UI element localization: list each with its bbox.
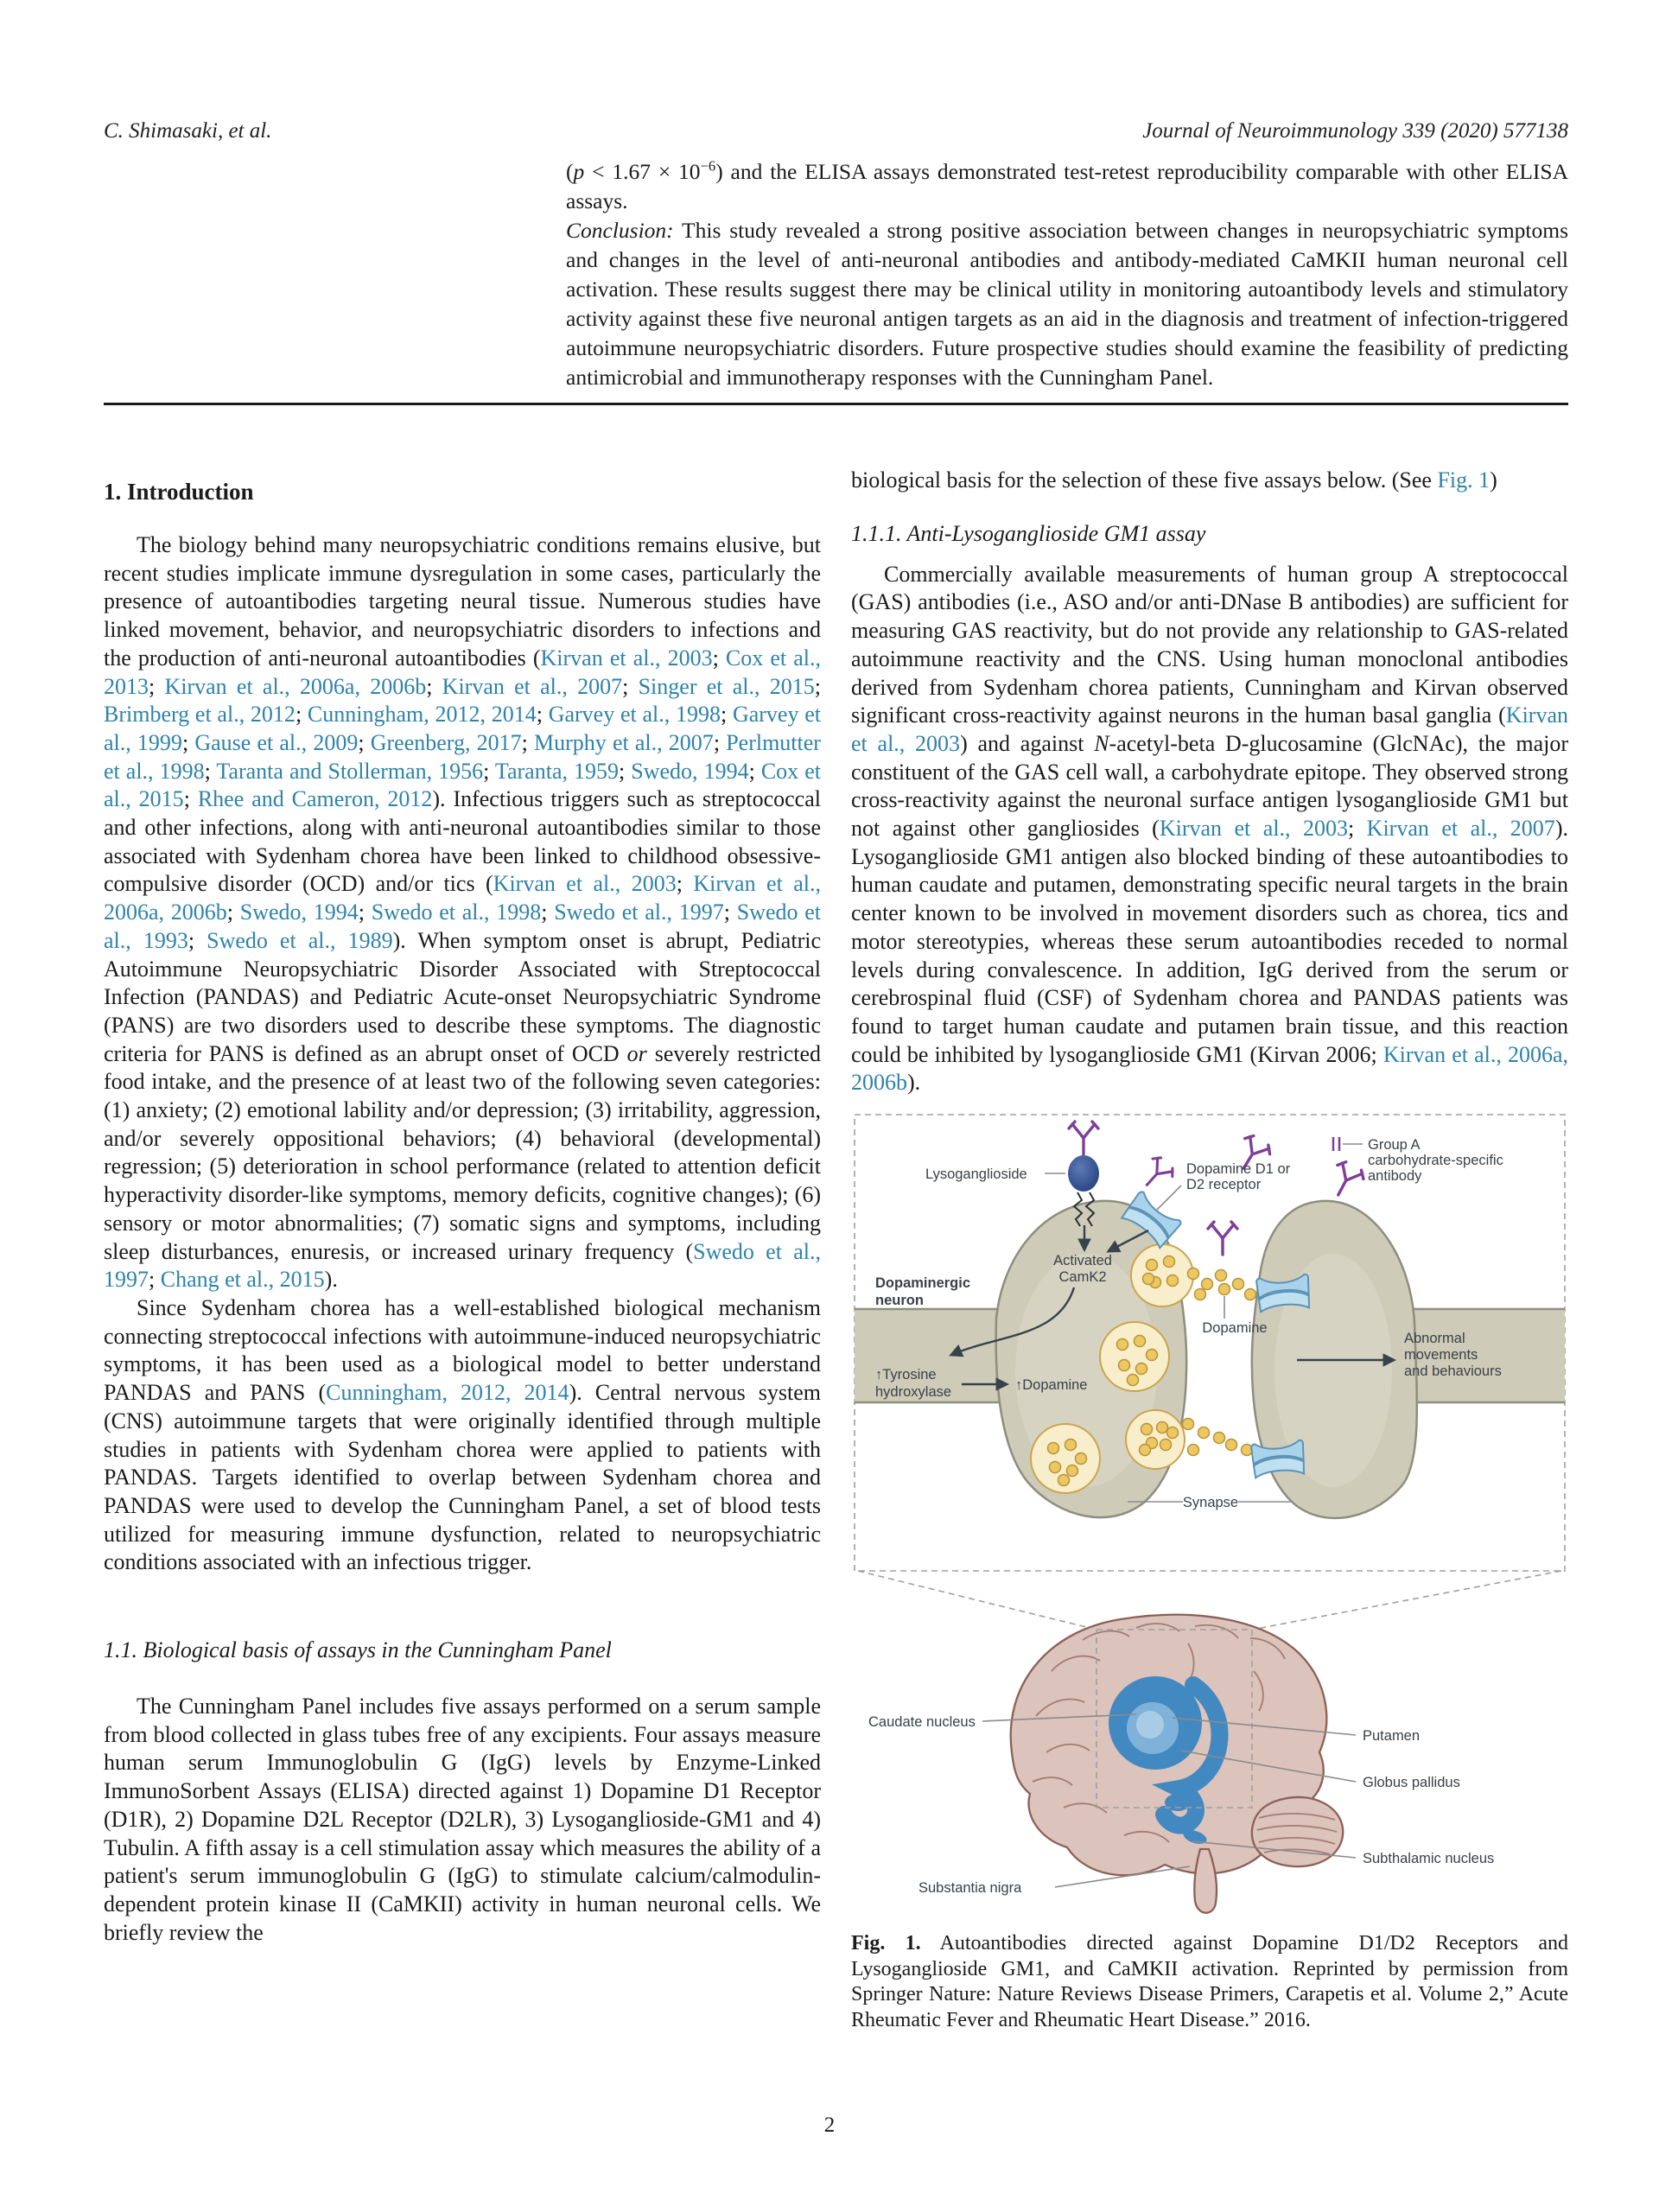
citation-link[interactable]: Perlmutter et al., 1998 — [104, 729, 821, 784]
figure-1 — [851, 1111, 1568, 2033]
synapse-diagram — [855, 1122, 1565, 1518]
text-segment: This study revealed a strong positive association between changes in neuropsychiatric symptoms and changes in the level of anti-neuronal antibodies and antibody-mediated CaMKII human neuronal cell activation. These results suggest there may be clinical utility in monitoring autoantibody levels and stimulatory activity against these five neuronal antigen targets as an aid in the diagnosis and treatment of infection-triggered autoimmune neuropsychiatric disorders. Future prospective studies should examine the feasibility of predicting antimicrobial and immunotherapy responses with the Cunningham Panel. — [566, 218, 1568, 390]
text-segment: ; — [358, 729, 371, 755]
citation-link[interactable]: Swedo, 1994 — [631, 758, 749, 784]
text-segment: ; — [814, 673, 821, 699]
text-segment: < 1.67 × 10 — [584, 159, 701, 184]
citation-link[interactable]: Brimberg et al., 2012 — [104, 702, 296, 728]
label-group-a-3: antibody — [1368, 1168, 1422, 1185]
vesicle — [1031, 1424, 1100, 1493]
text-segment: −6 — [700, 157, 716, 175]
citation-link[interactable]: Greenberg, 2017 — [370, 729, 522, 755]
abstract-conclusion — [566, 216, 1568, 392]
s111-paragraph-1 — [851, 561, 1568, 1097]
text-segment: ; — [204, 758, 217, 784]
text-segment: ; — [521, 729, 535, 755]
page-number: 2 — [823, 2113, 836, 2137]
label-dopamine: Dopamine — [1202, 1320, 1268, 1337]
text-segment: ; — [181, 729, 195, 755]
section-heading-introduction: 1. Introduction — [104, 479, 254, 505]
label-abnormal-2: movements — [1404, 1347, 1478, 1363]
abstract-results-tail — [566, 157, 1568, 216]
label-receptor-2: D2 receptor — [1186, 1177, 1262, 1193]
citation-link[interactable]: Swedo et al., 1997 — [554, 899, 724, 925]
header-journal: Journal of Neuroimmunology 339 (2020) 577138 — [1142, 119, 1568, 143]
text-segment: ; — [723, 899, 737, 925]
text-segment: N — [1094, 730, 1109, 756]
text-segment: ). When symptom onset is abrupt, Pediatric Autoimmune Neuropsychiatric Disorder Associated with Streptococcal Infection (PANDAS) and Pediatric Acute-onset Neuropsychiatric Syndrome (PANS) are two disorders used to describe these symptoms. The diagnostic criteria for PANS is defined as an abrupt onset of OCD — [104, 927, 821, 1066]
text-segment: ; — [149, 673, 165, 699]
citation-link[interactable]: Singer et al., 2015 — [638, 673, 815, 699]
citation-link[interactable]: Cunningham, 2012, 2014 — [326, 1380, 569, 1406]
citation-link[interactable]: Fig. 1 — [1437, 467, 1491, 493]
figure-1-illustration — [851, 1111, 1568, 1915]
text-segment: ) and the ELISA assays demonstrated test-retest reproducibility comparable with other ELISA assays. — [566, 159, 1568, 213]
text-segment: ; — [149, 1267, 161, 1293]
text-segment: severely restricted food intake, and the presence of at least two of the following seven categories: (1) anxiety; (2) emotional lability and/or depression; (3) irritability, aggression, and/or severely oppositional behaviors; (4) behavioral (developmental) regression; (5) deterioration in school performance (related to attention deficit hyperactivity disorder-like symptoms, memory deficits, cognitive changes); (6) sensory or motor abnormalities; (7) somatic signs and symptoms, including sleep disturbances, enuresis, or increased urinary frequency ( — [104, 1040, 821, 1264]
label-abnormal-3: and behaviours — [1404, 1363, 1502, 1380]
antibody-icon — [1208, 1222, 1237, 1255]
abstract-block — [566, 157, 1568, 392]
antibody-icon — [1069, 1122, 1098, 1154]
citation-link[interactable]: Kirvan et al., 2007 — [1366, 816, 1555, 842]
citation-link[interactable]: Kirvan et al., 2006a, 2006b — [851, 1041, 1568, 1096]
text-segment: ; — [536, 702, 549, 728]
text-segment: ; — [483, 758, 495, 784]
text-segment: ; — [622, 673, 639, 699]
text-segment: The biology behind many neuropsychiatric conditions remains elusive, but recent studies implicate immune dysregulation in some cases, particularly the presence of autoantibodies targeting neural tissue. Numerous studies have linked movement, behavior, and neuropsychiatric disorders to infections and the production of anti-neuronal autoantibodies ( — [104, 532, 821, 671]
label-activated-1: Activated — [1053, 1253, 1112, 1269]
citation-link[interactable]: Kirvan et al., 2003 — [540, 645, 713, 671]
label-group-a-2: carbohydrate-specific — [1368, 1153, 1503, 1169]
text-segment: ; — [183, 786, 198, 812]
text-segment: Autoantibodies directed against Dopamine D1/D2 Receptors and Lysoganglioside GM1, and CaMKII activation. Reprinted by permission from Springer Nature: Nature Reviews Disease Primers, Carapetis et al. Volume 2,” Acute Rheumatic Fever and Rheumatic Heart Disease.” 2016. — [851, 1932, 1569, 2031]
text-segment: ; — [619, 758, 632, 784]
citation-link[interactable]: Swedo et al., 1998 — [371, 899, 542, 925]
text-segment: ) — [1490, 467, 1497, 493]
citation-link[interactable]: Swedo, 1994 — [239, 899, 359, 925]
intro-paragraph-2 — [104, 1294, 821, 1577]
label-substantia-nigra: Substantia nigra — [918, 1880, 1022, 1897]
text-segment: ). — [907, 1070, 921, 1096]
text-segment: ). Infectious triggers such as streptococcal and other infections, along with anti-neuronal autoantibodies similar to those associated with Sydenham chorea have been linked to childhood obsessive-compulsive disorder (OCD) and/or tics ( — [104, 786, 821, 897]
s11-paragraph-1 — [104, 1693, 821, 1947]
text-segment: ). — [324, 1267, 338, 1293]
left-column — [104, 467, 821, 1947]
label-putamen: Putamen — [1363, 1728, 1421, 1745]
citation-link[interactable]: Swedo et al., 1989 — [207, 927, 393, 953]
text-segment: Since Sydenham chorea has a well-established biological mechanism connecting streptococcal infections with autoimmune-induced neuropsychiatric symptoms, it has been used as a biological model to better understand PANDAS and PANS ( — [104, 1294, 821, 1406]
zoom-funnel-right — [1252, 1571, 1561, 1630]
text-segment: ; — [541, 899, 555, 925]
citation-link[interactable]: Taranta, 1959 — [494, 758, 620, 784]
citation-link[interactable]: Kirvan et al., 2003 — [851, 702, 1568, 756]
text-segment: ; — [720, 702, 733, 728]
text-segment: ; — [713, 729, 727, 755]
text-segment: p — [573, 159, 585, 184]
citation-link[interactable]: Garvey et al., 1998 — [548, 702, 721, 728]
citation-link[interactable]: Chang et al., 2015 — [160, 1267, 325, 1293]
text-segment: ). Lysoganglioside GM1 antigen also blocked binding of these autoantibodies to human caudate and putamen, demonstrating specific neural targets in the brain center known to be involved in movement disorders such as chorea, tics and motor stereotypies, whereas these serum autoantibodies receded to normal levels during convalescence. In addition, IgG derived from the serum or cerebrospinal fluid (CSF) of Sydenham chorea and PANDAS patients was found to target human caudate and putamen brain tissue, and this reaction could be inhibited by lysoganglioside GM1 (Kirvan 2006; — [851, 816, 1568, 1067]
text-segment: -acetyl-beta D-glucosamine (GlcNAc), the major constituent of the GAS cell wall, a carbohydrate epitope. They observed strong cross-reactivity against the neuronal surface antigen lysoganglioside GM1 but not against other gangliosides ( — [851, 730, 1568, 842]
vesicle — [1126, 1410, 1185, 1469]
label-subthalamic-nucleus: Subthalamic nucleus — [1363, 1851, 1495, 1867]
label-lysoganglioside: Lysoganglioside — [925, 1166, 1027, 1183]
label-group-a-1: Group A — [1368, 1137, 1421, 1154]
citation-link[interactable]: Cunningham, 2012, 2014 — [307, 702, 537, 728]
text-segment: ). Central nervous system (CNS) autoimmune targets that were originally identified through multiple studies in patients with Sydenham chorea were applied to patients with PANDAS. Targets identified to overlap between Sydenham chorea and PANDAS were used to develop the Cunningham Panel, a set of blood tests utilized for measuring immune dysfunction, related to neuropsychiatric conditions associated with an infectious trigger. — [104, 1380, 821, 1575]
header-authors: C. Shimasaki, et al. — [104, 119, 272, 143]
vesicle — [1131, 1244, 1193, 1306]
text-segment: ( — [566, 159, 574, 184]
label-caudate-nucleus: Caudate nucleus — [868, 1714, 976, 1731]
subsection-heading-1-1: 1.1. Biological basis of assays in the Cunningham Panel — [104, 1637, 612, 1663]
text-segment: biological basis for the selection of these five assays below. (See — [851, 467, 1438, 493]
label-globus-pallidus: Globus pallidus — [1363, 1775, 1460, 1791]
citation-link[interactable]: Rhee and Cameron, 2012 — [197, 786, 433, 812]
label-receptor-1: Dopamine D1 or — [1186, 1161, 1291, 1178]
right-column — [851, 467, 1568, 2033]
label-tyrosine-1: ↑Tyrosine — [875, 1367, 937, 1383]
brain-diagram — [868, 1615, 1494, 1913]
citation-link[interactable]: Cox et al., 2013 — [104, 645, 822, 699]
text-segment: or — [626, 1040, 647, 1066]
text-segment: ; — [1347, 816, 1367, 842]
cerebellum — [1252, 1797, 1343, 1866]
text-segment: ; — [358, 899, 372, 925]
citation-link[interactable]: Kirvan et al., 2003 — [1159, 816, 1348, 842]
label-abnormal-1: Abnormal — [1404, 1331, 1465, 1347]
label-dopamine-up: ↑Dopamine — [1015, 1377, 1088, 1394]
citation-link[interactable]: Taranta and Stollerman, 1956 — [216, 758, 484, 784]
text-segment: ; — [188, 927, 207, 953]
text-segment: ; — [712, 645, 726, 671]
citation-link[interactable]: Cox et al., 2015 — [104, 758, 821, 812]
citation-link[interactable]: Garvey et al., 1999 — [104, 702, 821, 755]
page-header — [104, 119, 1568, 143]
antibody-icon — [1137, 1154, 1177, 1194]
text-segment: ) and against — [960, 730, 1095, 756]
text-segment: ; — [748, 758, 761, 784]
citation-link[interactable]: Kirvan et al., 2007 — [442, 673, 623, 699]
label-synapse: Synapse — [1182, 1495, 1239, 1511]
citation-link[interactable]: Kirvan et al., 2003 — [493, 871, 677, 897]
antibody-icon — [1325, 1159, 1367, 1202]
label-tyrosine-2: hydroxylase — [875, 1384, 952, 1401]
text-segment: Conclusion: — [566, 218, 674, 243]
citation-link[interactable]: Kirvan et al., 2006a, 2006b — [104, 871, 821, 925]
citation-link[interactable]: Murphy et al., 2007 — [534, 729, 714, 755]
citation-link[interactable]: Swedo et al., 1997 — [104, 1238, 821, 1293]
citation-link[interactable]: Gause et al., 2009 — [194, 729, 359, 755]
text-segment: Fig. 1. — [851, 1932, 921, 1955]
text-segment: ; — [426, 673, 442, 699]
text-segment: The Cunningham Panel includes five assays performed on a serum sample from blood collected in glass tubes free of any excipients. Four assays measure human serum Immunoglobulin G (IgG) levels by Enzyme-Linked ImmunoSorbent Assays (ELISA) directed against 1) Dopamine D1 Receptor (D1R), 2) Dopamine D2L Receptor (D2LR), 3) Lysoganglioside-GM1 and 4) Tubulin. A fifth assay is a cell stimulation assay which measures the ability of a patient's serum immunoglobulin G (IgG) to stimulate calcium/calmodulin-dependent protein kinase II (CaMKII) activity in human neuronal cells. We briefly review the — [104, 1694, 821, 1945]
label-neuron-1: Dopaminergic — [875, 1275, 971, 1292]
label-activated-2: CamK2 — [1058, 1269, 1107, 1286]
citation-link[interactable]: Kirvan et al., 2006a, 2006b — [164, 673, 427, 699]
header-divider — [104, 403, 1568, 405]
antibody-legend-bars — [1333, 1137, 1339, 1151]
text-segment: ; — [676, 871, 694, 897]
subsection-heading-1-1-1: 1.1.1. Anti-Lysoganglioside GM1 assay — [851, 520, 1206, 546]
intro-paragraph-1 — [104, 531, 821, 1294]
citation-link[interactable]: Swedo et al., 1993 — [104, 899, 821, 953]
text-segment: Commercially available measurements of human group A streptococcal (GAS) antibodies (i.e., ASO and/or anti-DNase B antibodies) are sufficient for measuring GAS reactivity, but do not provide any relationship to GAS-related autoimmune reactivity and the CNS. Using human monoclonal antibodies derived from Sydenham chorea patients, Cunningham and Kirvan observed significant cross-reactivity against neurons in the human basal ganglia ( — [851, 561, 1568, 728]
figure-1-caption — [851, 1931, 1568, 2033]
label-neuron-2: neuron — [875, 1293, 924, 1309]
text-segment: ; — [295, 702, 308, 728]
text-segment: ; — [226, 899, 240, 925]
zoom-funnel-left — [858, 1571, 1096, 1630]
continued-paragraph — [851, 467, 1568, 495]
vesicle — [1100, 1322, 1169, 1391]
